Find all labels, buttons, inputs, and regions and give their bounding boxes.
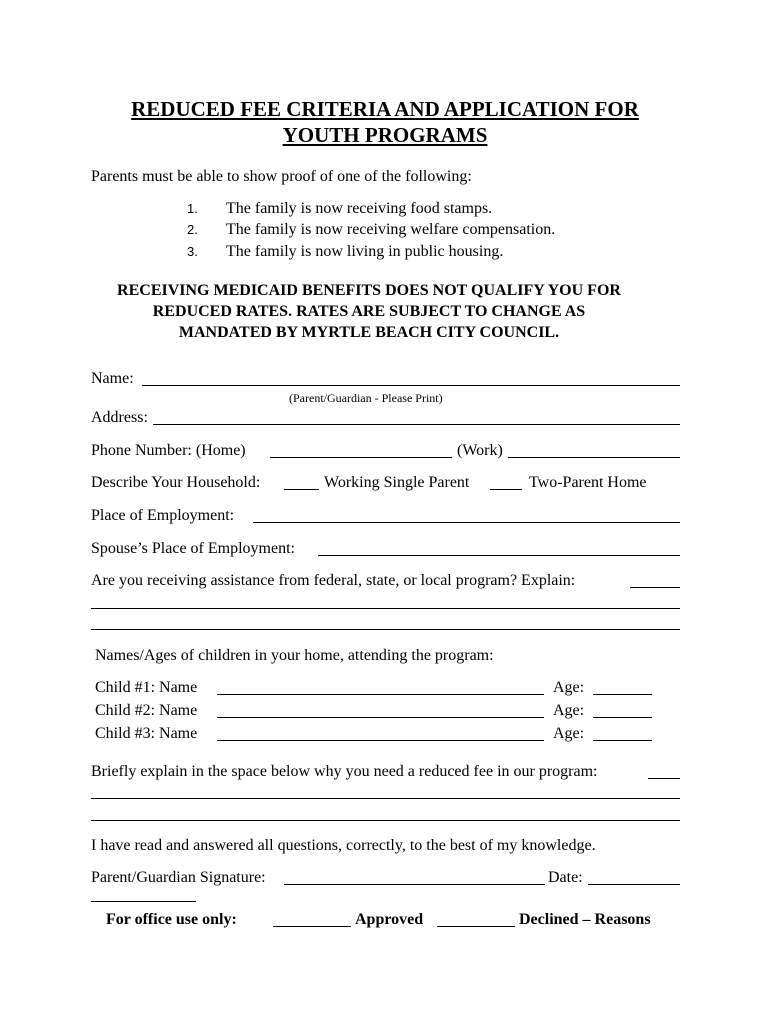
form-title-line2: YOUTH PROGRAMS: [282, 123, 488, 147]
child-3-name-field[interactable]: [217, 740, 544, 741]
reason-line-2[interactable]: [91, 798, 680, 799]
signature-overflow-line[interactable]: [91, 901, 196, 902]
signature-label: Parent/Guardian Signature:: [91, 869, 266, 886]
employment-label: Place of Employment:: [91, 507, 235, 524]
criteria-number: 1.: [187, 201, 198, 216]
intro-text: Parents must be able to show proof of one of the following:: [91, 168, 472, 185]
criteria-text: The family is now living in public housing.: [226, 243, 504, 260]
two-parent-checkbox[interactable]: [490, 489, 522, 490]
signature-field[interactable]: [284, 884, 545, 885]
criteria-item-2: [187, 220, 555, 240]
spouse-employment-field[interactable]: [318, 555, 680, 556]
phone-home-label: Phone Number: (Home): [91, 442, 246, 459]
phone-work-label: (Work): [457, 442, 503, 459]
children-label: Names/Ages of children in your home, attending the program:: [95, 647, 494, 664]
child-1-name-field[interactable]: [217, 694, 544, 695]
criteria-item-1: [187, 199, 492, 219]
office-use-label: For office use only:: [106, 911, 237, 928]
reason-label: Briefly explain in the space below why you need a reduced fee in our program:: [91, 763, 598, 780]
certify-text: I have read and answered all questions, correctly, to the best of my knowledge.: [91, 837, 596, 854]
approved-label: Approved: [355, 911, 424, 928]
child-3-age-label: Age:: [553, 725, 585, 742]
name-hint: (Parent/Guardian - Please Print): [289, 391, 443, 405]
two-parent-option: Two-Parent Home: [529, 474, 647, 491]
date-field[interactable]: [588, 884, 680, 885]
child-3-age-field[interactable]: [593, 740, 652, 741]
child-3-name-label: Child #3: Name: [95, 725, 198, 742]
child-1-age-label: Age:: [553, 679, 585, 696]
employment-field[interactable]: [253, 522, 680, 523]
criteria-text: The family is now receiving welfare compensation.: [226, 221, 556, 238]
child-2-name-field[interactable]: [217, 717, 544, 718]
phone-work-field[interactable]: [508, 457, 680, 458]
child-2-name-label: Child #2: Name: [95, 702, 198, 719]
spouse-employment-label: Spouse’s Place of Employment:: [91, 540, 295, 557]
approved-field[interactable]: [273, 926, 351, 927]
assistance-line-3[interactable]: [91, 629, 680, 630]
declined-field[interactable]: [437, 926, 515, 927]
name-field[interactable]: [142, 385, 680, 386]
assistance-field[interactable]: [630, 587, 680, 588]
criteria-text: The family is now receiving food stamps.: [226, 200, 493, 217]
reason-field[interactable]: [648, 778, 680, 779]
child-1-age-field[interactable]: [593, 694, 652, 695]
child-2-age-label: Age:: [553, 702, 585, 719]
single-parent-option: Working Single Parent: [324, 474, 470, 491]
household-label: Describe Your Household:: [91, 474, 261, 491]
name-label: Name:: [91, 370, 134, 387]
assistance-line-2[interactable]: [91, 608, 680, 609]
form-title-line1: REDUCED FEE CRITERIA AND APPLICATION FOR: [131, 97, 639, 121]
notice-line3: MANDATED BY MYRTLE BEACH CITY COUNCIL.: [178, 324, 560, 341]
single-parent-checkbox[interactable]: [284, 489, 319, 490]
phone-home-field[interactable]: [270, 457, 452, 458]
reason-line-3[interactable]: [91, 820, 680, 821]
criteria-number: 2.: [187, 222, 198, 237]
date-label: Date:: [548, 869, 583, 886]
criteria-item-3: [187, 242, 503, 262]
criteria-number: 3.: [187, 244, 198, 259]
assistance-label: Are you receiving assistance from federal, state, or local program? Explain:: [91, 572, 576, 589]
child-2-age-field[interactable]: [593, 717, 652, 718]
notice-line2: REDUCED RATES. RATES ARE SUBJECT TO CHANGE AS: [152, 303, 586, 320]
address-label: Address:: [91, 409, 148, 426]
child-1-name-label: Child #1: Name: [95, 679, 198, 696]
declined-label: Declined – Reasons: [519, 911, 651, 928]
address-field[interactable]: [153, 424, 680, 425]
notice-line1: RECEIVING MEDICAID BENEFITS DOES NOT QUALIFY YOU FOR: [117, 282, 621, 299]
